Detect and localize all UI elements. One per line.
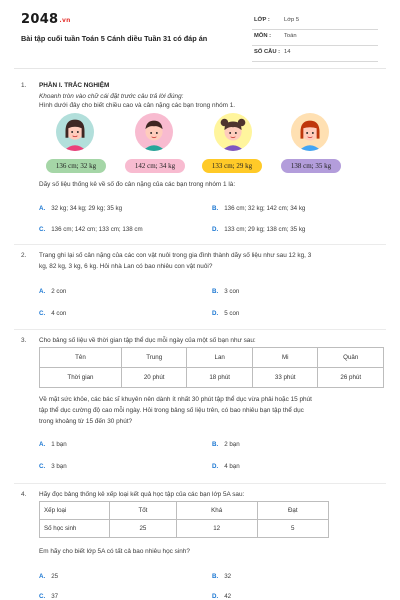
table-header-row bbox=[40, 502, 329, 520]
table-cell: Thời gian bbox=[40, 368, 122, 388]
question-number: 2. bbox=[21, 252, 27, 259]
student-2-stats: 142 cm; 34 kg bbox=[125, 159, 185, 173]
option-key: C. bbox=[39, 593, 46, 600]
option-c[interactable] bbox=[39, 226, 143, 233]
table-cell: 25 bbox=[110, 520, 177, 538]
option-c[interactable] bbox=[39, 463, 67, 470]
table-cell: 33 phút bbox=[252, 368, 318, 388]
question-text: Em hãy cho biết lớp 5A có tất cả bao nhiêu học sinh? bbox=[39, 548, 190, 555]
student-1-stats: 136 cm; 32 kg bbox=[46, 159, 106, 173]
student-1-avatar bbox=[56, 113, 94, 151]
option-key: A. bbox=[39, 205, 46, 212]
option-key: B. bbox=[212, 573, 219, 580]
option-text: 25 bbox=[51, 573, 59, 580]
student-3-stats: 133 cm; 29 kg bbox=[202, 159, 262, 173]
table-intro: Hãy đọc bảng thống kê xếp loại kết quả học tập của các bạn lớp 5A sau: bbox=[39, 491, 245, 498]
option-key: C. bbox=[39, 463, 46, 470]
question-divider bbox=[14, 244, 386, 245]
meta-class-row bbox=[252, 13, 378, 30]
table-cell: Mi bbox=[252, 348, 318, 368]
header-divider bbox=[14, 68, 386, 69]
meta-count-row bbox=[252, 45, 378, 62]
option-c[interactable] bbox=[39, 593, 58, 600]
table-cell: Số học sinh bbox=[40, 520, 110, 538]
option-text: 5 con bbox=[224, 310, 240, 317]
option-text: 4 bạn bbox=[224, 463, 240, 470]
option-key: A. bbox=[39, 441, 46, 448]
option-text: 4 con bbox=[51, 310, 67, 317]
option-d[interactable] bbox=[212, 310, 239, 317]
option-text: 32 kg; 34 kg; 29 kg; 35 kg bbox=[51, 205, 123, 212]
question-text-line1: Về mặt sức khỏe, các bác sĩ khuyên nên dành ít nhất 30 phút tập thể dục vừa phải hoặc 15 phút bbox=[39, 396, 312, 403]
option-d[interactable] bbox=[212, 463, 240, 470]
question-number: 4. bbox=[21, 491, 27, 498]
option-key: D. bbox=[212, 310, 219, 317]
table-cell: 26 phút bbox=[318, 368, 384, 388]
table-row bbox=[40, 520, 329, 538]
option-key: C. bbox=[39, 226, 46, 233]
student-4-avatar bbox=[291, 113, 329, 151]
table-header-row bbox=[40, 348, 384, 368]
table-cell: Đạt bbox=[257, 502, 328, 520]
student-2-avatar bbox=[135, 113, 173, 151]
option-key: B. bbox=[212, 288, 219, 295]
exercise-time-table bbox=[39, 347, 384, 388]
option-key: B. bbox=[212, 205, 219, 212]
section-heading: PHẦN I. TRẮC NGHIỆM bbox=[39, 82, 110, 89]
option-b[interactable] bbox=[212, 288, 239, 295]
logo-suffix: .vn bbox=[59, 17, 71, 24]
option-a[interactable] bbox=[39, 288, 66, 295]
table-intro: Cho bảng số liệu về thời gian tập thể dục mỗi ngày của một số bạn như sau: bbox=[39, 337, 256, 344]
option-d[interactable] bbox=[212, 226, 305, 233]
option-text: 37 bbox=[51, 593, 59, 600]
option-text: 2 bạn bbox=[224, 441, 240, 448]
question-prompt: Hình dưới đây cho biết chiều cao và cân nặng các bạn trong nhóm 1. bbox=[39, 102, 236, 109]
option-b[interactable] bbox=[212, 573, 231, 580]
document-title: Bài tập cuối tuần Toán 5 Cánh diều Tuần 31 có đáp án bbox=[21, 34, 208, 43]
table-cell: Quân bbox=[318, 348, 384, 368]
option-text: 2 con bbox=[51, 288, 67, 295]
option-key: B. bbox=[212, 441, 219, 448]
table-cell: 18 phút bbox=[187, 368, 253, 388]
table-cell: Tốt bbox=[110, 502, 177, 520]
option-text: 3 con bbox=[224, 288, 240, 295]
option-text: 136 cm; 32 kg; 142 cm; 34 kg bbox=[224, 205, 306, 212]
question-divider bbox=[14, 483, 386, 484]
site-logo[interactable] bbox=[21, 12, 70, 27]
table-cell: Xếp loại bbox=[40, 502, 110, 520]
option-key: C. bbox=[39, 310, 46, 317]
option-key: A. bbox=[39, 288, 46, 295]
meta-subject-row bbox=[252, 29, 378, 46]
question-text: Dãy số liệu thống kê về số đo cân nặng của các bạn trong nhóm 1 là: bbox=[39, 181, 236, 188]
grades-table bbox=[39, 501, 329, 538]
question-divider bbox=[14, 329, 386, 330]
option-b[interactable] bbox=[212, 441, 240, 448]
option-a[interactable] bbox=[39, 573, 58, 580]
table-cell: Tên bbox=[40, 348, 122, 368]
meta-value: Lớp 5 bbox=[284, 17, 300, 23]
logo-text: 2048 bbox=[21, 12, 59, 27]
option-b[interactable] bbox=[212, 205, 305, 212]
table-cell: Khá bbox=[176, 502, 257, 520]
meta-value: 14 bbox=[284, 49, 291, 55]
option-a[interactable] bbox=[39, 205, 122, 212]
table-cell: 5 bbox=[257, 520, 328, 538]
option-text: 42 bbox=[224, 593, 232, 600]
student-4-stats: 138 cm; 35 kg bbox=[281, 159, 341, 173]
option-d[interactable] bbox=[212, 593, 231, 600]
question-number: 3. bbox=[21, 337, 27, 344]
option-text: 133 cm; 29 kg; 138 cm; 35 kg bbox=[224, 226, 306, 233]
question-text-line2: tập thể dục cường độ cao mỗi ngày. Hỏi trong bảng số liệu trên, có bao nhiêu bạn tập thể dục bbox=[39, 407, 304, 414]
option-text: 3 bạn bbox=[51, 463, 67, 470]
table-cell: Lan bbox=[187, 348, 253, 368]
table-row bbox=[40, 368, 384, 388]
meta-value: Toán bbox=[284, 33, 297, 39]
table-cell: 20 phút bbox=[121, 368, 187, 388]
option-text: 136 cm; 142 cm; 133 cm; 138 cm bbox=[51, 226, 143, 233]
meta-label: LỚP : bbox=[254, 17, 270, 23]
option-key: D. bbox=[212, 226, 219, 233]
option-key: A. bbox=[39, 573, 46, 580]
meta-label: SỐ CÂU : bbox=[254, 49, 281, 55]
instruction-text: Khoanh tròn vào chữ cái đặt trước câu trả lời đúng: bbox=[39, 93, 184, 100]
option-key: D. bbox=[212, 593, 219, 600]
question-text-line2: kg, 82 kg, 3 kg, 6 kg. Hỏi nhà Lan có bao nhiêu con vật nuôi? bbox=[39, 263, 213, 270]
question-text-line1: Trang ghi lại số cân nặng của các con vật nuôi trong gia đình thành dãy số liệu như sau 12 kg, 3 bbox=[39, 252, 312, 259]
option-text: 32 bbox=[224, 573, 232, 580]
question-text-line3: trong khoảng từ 15 đến 30 phút? bbox=[39, 418, 133, 425]
table-cell: 12 bbox=[176, 520, 257, 538]
table-cell: Trung bbox=[121, 348, 187, 368]
option-key: D. bbox=[212, 463, 219, 470]
option-a[interactable] bbox=[39, 441, 67, 448]
student-3-avatar bbox=[214, 113, 252, 151]
meta-label: MÔN : bbox=[254, 33, 272, 39]
question-number: 1. bbox=[21, 82, 27, 89]
option-c[interactable] bbox=[39, 310, 66, 317]
option-text: 1 bạn bbox=[51, 441, 67, 448]
